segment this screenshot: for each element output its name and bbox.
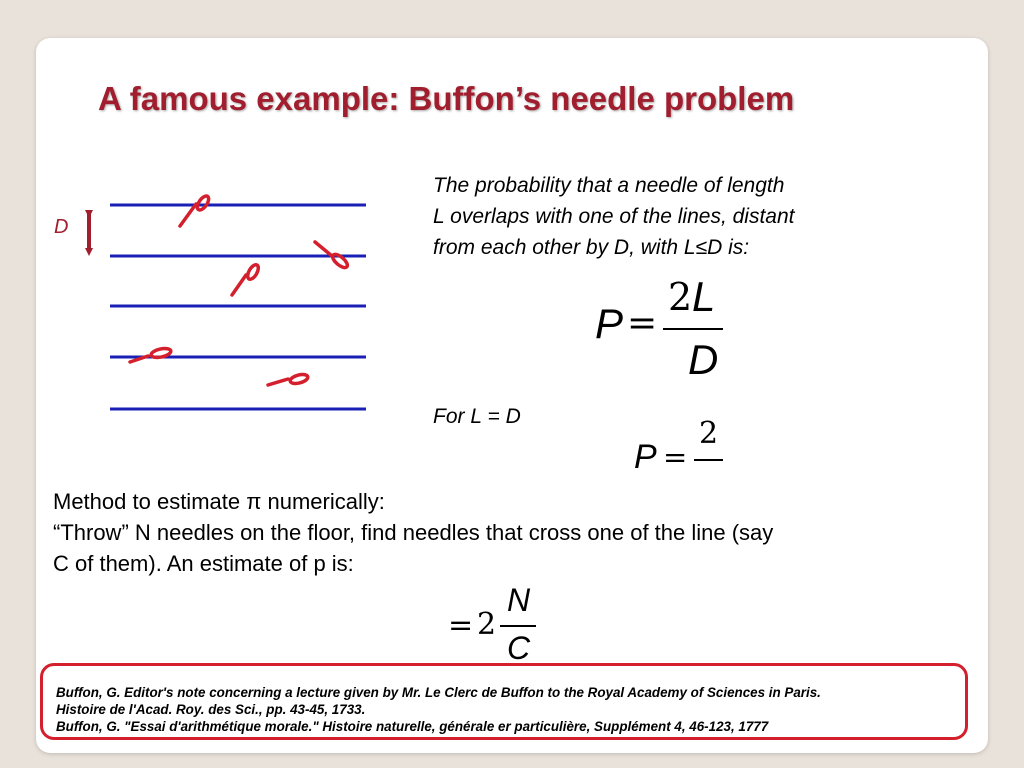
references-box (40, 663, 968, 740)
problem-description (433, 170, 903, 263)
formula-equals: = (663, 440, 688, 474)
formula-equals: = (627, 303, 658, 344)
formula-numerator: 2 (699, 416, 719, 451)
needle (130, 347, 172, 362)
reference-line: Buffon, G. Editor's note concerning a lecture given by Mr. Le Clerc de Buffon to the Royal Academy of Sciences in Paris. (56, 685, 821, 700)
needle (232, 263, 260, 295)
formula-numerator-var: L (692, 273, 716, 320)
special-case-label: For L = D (433, 405, 521, 428)
method-line: C of them). An estimate of p is: (53, 551, 354, 576)
spacing-label: D (54, 216, 69, 238)
formula-denominator: D (688, 336, 719, 383)
method-line: “Throw” N needles on the floor, find needles that cross one of the line (say (53, 520, 774, 545)
needle-diagram (50, 190, 370, 430)
slide-title: A famous example: Buffon’s needle problem (98, 80, 795, 117)
method-text (53, 486, 773, 579)
fraction-bar (694, 459, 723, 461)
reference-line: Histoire de l'Acad. Roy. des Sci., pp. 43-45, 1733. (56, 702, 366, 717)
description-line: L overlaps with one of the lines, distant (433, 205, 795, 228)
needle (180, 194, 211, 226)
formula-equals: = (448, 608, 474, 643)
description-line: from each other by D, with L≤D is: (433, 236, 750, 259)
needle (268, 373, 309, 385)
fraction-bar (663, 328, 723, 330)
formula-numerator: N (507, 582, 531, 618)
fraction-bar (500, 625, 536, 627)
description-line: The probability that a needle of length (433, 174, 785, 197)
formula-coef: 2 (477, 607, 497, 642)
formula-denominator: C (507, 630, 531, 666)
formula-lhs: P (634, 438, 657, 476)
formula-lhs: P (595, 300, 624, 347)
reference-line: Buffon, G. "Essai d'arithmétique morale." Histoire naturelle, générale er particulière, Supplément 4, 46-123, 1777 (56, 719, 769, 734)
formula-numerator-coef: 2 (668, 275, 693, 319)
method-line: Method to estimate π numerically: (53, 489, 385, 514)
